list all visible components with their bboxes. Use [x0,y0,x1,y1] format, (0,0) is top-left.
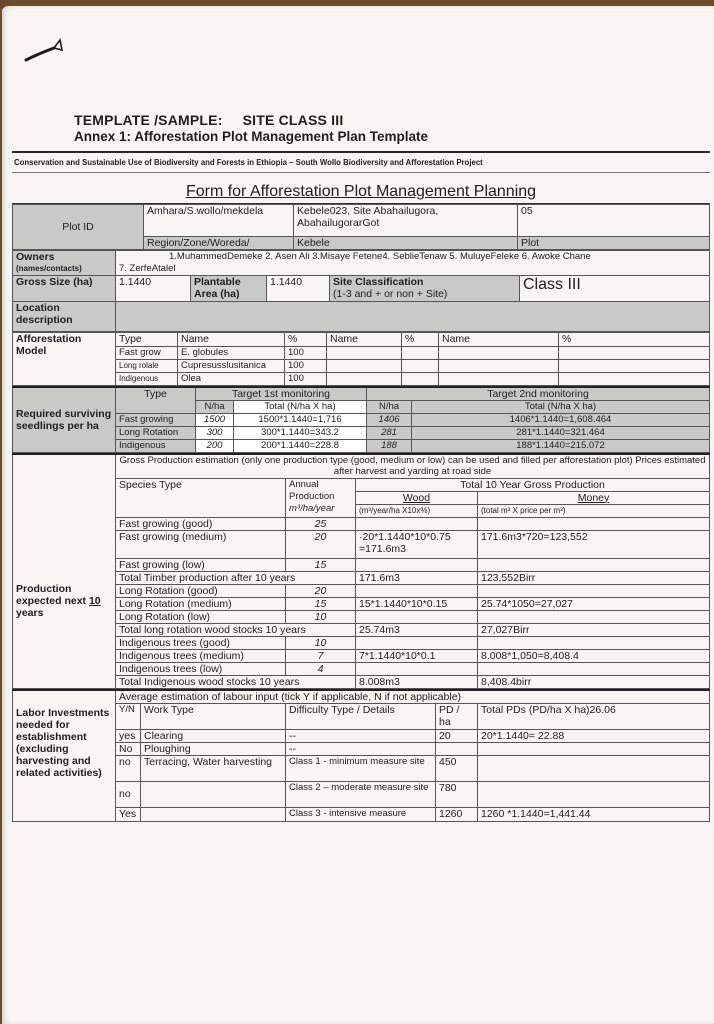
work-type: Ploughing [141,742,286,755]
production-row [13,610,710,623]
owners-line-2: 7. ZerfeAtalel [119,263,176,274]
form-frame [12,151,710,822]
money[interactable] [478,584,710,597]
model-header-name-1: Name [178,333,285,347]
owners-line-1: 1.MuhammedDemeke 2. Asen Ali 3.Misaye Fetene4. SeblieTenaw 5. MuluyeFeleke 6. Awoke Chane [169,251,591,262]
model-name-3[interactable] [439,373,559,386]
model-name-3[interactable] [439,360,559,373]
owners-value[interactable] [116,251,710,276]
region-value[interactable]: Amhara/S.wollo/mekdela [144,205,294,237]
species: Long Rotation (low) [116,610,286,623]
seedlings-row [13,427,710,440]
difficulty-header: Difficulty Type / Details [286,703,436,729]
seedling-n2[interactable]: 281 [367,427,412,440]
total-10yr-header: Total 10 Year Gross Production [356,478,710,491]
production-label [13,454,116,688]
model-pct-3[interactable] [559,347,710,360]
owners-label: Owners [16,251,55,263]
model-type[interactable]: Long rolale [116,360,178,373]
money[interactable] [478,558,710,571]
model-pct[interactable]: 100 [285,360,327,373]
species: Fast growing (medium) [116,530,286,558]
model-name[interactable]: Olea [178,373,285,386]
monitoring-2-header: Target 2nd monitoring [367,387,710,401]
production-note: Gross Production estimation (only one production type (good, medium or low) can be used and filled per afforestation plot) Prices estimated after harvest and yarding at road side [116,454,710,478]
production-label-years-number: 10 [88,595,101,608]
species: Fast growing (low) [116,558,286,571]
yn[interactable]: no [116,755,141,781]
model-header-pct-1: % [285,333,327,347]
total-wood[interactable]: 171.6m3 [356,571,478,584]
wood[interactable] [356,517,478,530]
money[interactable]: 25.74*1050=27,027 [478,597,710,610]
production-row [13,584,710,597]
seedlings-row [13,440,710,453]
model-header-pct-3: % [559,333,710,347]
total-header-2: Total (N/ha X ha) [412,401,710,414]
labor-note: Average estimation of labour input (tick Y if applicable, N if not applicable) [116,690,710,704]
model-name-2[interactable] [327,360,402,373]
owners-label-cell [13,251,116,276]
wood[interactable] [356,610,478,623]
total-pds[interactable] [478,755,710,781]
annual[interactable]: 25 [286,517,356,530]
model-row [13,360,710,373]
model-type[interactable]: Fast grow [116,347,178,360]
annual[interactable]: 20 [286,584,356,597]
seedling-n1[interactable]: 200 [196,440,234,453]
total-wood[interactable]: 25.74m3 [356,623,478,636]
species: Long Rotation (medium) [116,597,286,610]
model-pct-3[interactable] [559,360,710,373]
seedling-type: Fast growing [116,414,196,427]
wood[interactable] [356,636,478,649]
production-total-row [13,623,710,636]
owners-sublabel: (names/contacts) [16,264,82,273]
model-row [13,373,710,386]
money-header: Money [478,491,710,504]
seedling-t1[interactable]: 300*1.1440=343.2 [234,427,367,440]
yn[interactable]: Yes [116,807,141,821]
money[interactable]: 8.008*1,050=8,408.4 [478,649,710,662]
wood-unit: (m³/year/ha X10x%) [356,504,478,517]
kebele-value[interactable]: Kebele023, Site Abahailugora, AbahailugorarGot [294,205,518,237]
labor-row [13,781,710,807]
labor-row [13,729,710,742]
model-type[interactable]: Indigenous [116,373,178,386]
money-unit: (total m³ X price per m³) [478,504,710,517]
difficulty: Class 3 - intensive measure [286,807,436,821]
production-row [13,517,710,530]
total-header-1: Total (N/ha X ha) [234,401,367,414]
difficulty: -- [286,742,436,755]
model-pct-3[interactable] [559,373,710,386]
total-pds[interactable] [478,742,710,755]
species: Indigenous trees (medium) [116,649,286,662]
labor-row [13,807,710,821]
production-label-b: years [16,607,44,620]
work-type-header: Work Type [141,703,286,729]
model-header-name-2: Name [327,333,402,347]
total-money[interactable]: 27,027Birr [478,623,710,636]
region-label: Region/Zone/Woreda/ [144,237,294,250]
annex-title: Annex 1: Afforestation Plot Management Plan Template [74,129,429,144]
production-total-row [13,675,710,688]
annual[interactable]: 4 [286,662,356,675]
total-label: Total long rotation wood stocks 10 years [116,623,356,636]
production-row [13,597,710,610]
total-label: Total Timber production after 10 years [116,571,356,584]
total-money[interactable]: 8,408.4birr [478,675,710,688]
annual-production-unit: m³/ha/year [289,502,335,514]
model-name[interactable]: Cupresusslusitanica [178,360,285,373]
production-total-row [13,571,710,584]
work-type: Clearing [141,729,286,742]
annual-production-label: Annual Production [289,478,335,502]
seedlings-table [12,386,710,453]
difficulty: Class 2 – moderate measure site [286,781,436,807]
seedling-t1[interactable]: 1500*1.1440=1,716 [234,414,367,427]
pd-ha[interactable]: 450 [436,755,478,781]
model-pct[interactable]: 100 [285,373,327,386]
labor-table [12,689,710,822]
seedling-t2[interactable]: 281*1.1440=321.464 [412,427,710,440]
annual[interactable]: 20 [286,530,356,558]
annual[interactable]: 10 [286,610,356,623]
kebele-label: Kebele [294,237,518,250]
document-header [74,112,428,144]
difficulty: Class 1 - minimum measure site [286,755,436,781]
money[interactable] [478,610,710,623]
species-type-header: Species Type [116,478,286,517]
production-row [13,662,710,675]
total-wood[interactable]: 8.008m3 [356,675,478,688]
seedling-type: Long Rotation [116,427,196,440]
species: Fast growing (good) [116,517,286,530]
total-pds[interactable]: 20*1.1440= 22.88 [478,729,710,742]
site-classification-value[interactable]: Class III [520,276,710,302]
seedlings-type-header: Type [116,387,196,414]
annual-production-header [286,478,356,517]
seedlings-label: Required surviving seedlings per ha [13,387,116,453]
wood[interactable] [356,558,478,571]
model-row [13,347,710,360]
work-type: Terracing, Water harvesting [141,755,286,781]
money[interactable]: 171.6m3*720=123,552 [478,530,710,558]
seedling-t2[interactable]: 1406*1.1440=1,608.464 [412,414,710,427]
yn-header: Y/N [116,703,141,729]
annual[interactable]: 15 [286,597,356,610]
difficulty: -- [286,729,436,742]
species: Indigenous trees (good) [116,636,286,649]
pd-ha[interactable]: 20 [436,729,478,742]
production-table [12,453,710,689]
model-header-pct-2: % [402,333,439,347]
annual[interactable]: 7 [286,649,356,662]
annual[interactable]: 10 [286,636,356,649]
total-pds-header: Total PDs (PD/ha X ha)26.06 [478,703,710,729]
seedling-type: Indigenous [116,440,196,453]
labor-row [13,742,710,755]
plantable-area-value[interactable]: 1.1440 [267,276,330,302]
location-value[interactable] [116,302,710,332]
model-pct[interactable]: 100 [285,347,327,360]
annual[interactable]: 15 [286,558,356,571]
model-name-2[interactable] [327,373,402,386]
model-header-type: Type [116,333,178,347]
nha-header-2: N/ha [367,401,412,414]
seedling-n2[interactable]: 1406 [367,414,412,427]
pd-ha[interactable]: 780 [436,781,478,807]
site-classification-label-cell [330,276,520,302]
seedling-t2[interactable]: 188*1.1440=215.072 [412,440,710,453]
money[interactable] [478,662,710,675]
wood[interactable]: 15*1.1440*10*0.15 [356,597,478,610]
wood[interactable]: 7*1.1440*10*0.1 [356,649,478,662]
handwritten-tick-mark [24,36,66,64]
model-name[interactable]: E. globules [178,347,285,360]
plot-label: Plot [518,237,710,250]
model-pct-2[interactable] [402,360,439,373]
plot-value[interactable]: 05 [518,205,710,237]
production-row [13,530,710,558]
seedling-n2[interactable]: 188 [367,440,412,453]
seedlings-row [13,414,710,427]
pd-ha[interactable]: 1260 [436,807,478,821]
project-line: Conservation and Sustainable Use of Biodiversity and Forests in Ethiopia – South Wollo Biodiversity and Afforestation Project [12,153,710,173]
production-label-a: Production expected next [16,583,89,608]
yn[interactable]: yes [116,729,141,742]
total-pds[interactable]: 1260 *1.1440=1,441.44 [478,807,710,821]
total-pds[interactable] [478,781,710,807]
labor-label: Labor Investments needed for establishment (excluding harvesting and related activities) [13,690,116,822]
total-money[interactable]: 123,552Birr [478,571,710,584]
wood-header: Wood [356,491,478,504]
afforestation-model-label: Afforestation Model [13,333,116,386]
location-label: Location description [13,302,116,332]
afforestation-model-table [12,332,710,386]
template-label: TEMPLATE /SAMPLE: [74,112,223,128]
wood[interactable]: ·20*1.1440*10*0.75 =171.6m3 [356,530,478,558]
model-pct-2[interactable] [402,347,439,360]
work-type [141,807,286,821]
plantable-area-label: Plantable Area (ha) [191,276,267,302]
gross-size-value[interactable]: 1.1440 [116,276,191,302]
production-row [13,636,710,649]
money[interactable] [478,636,710,649]
document-page [2,6,714,1024]
labor-row [13,755,710,781]
wood[interactable] [356,662,478,675]
species: Indigenous trees (low) [116,662,286,675]
model-name-2[interactable] [327,347,402,360]
seedling-t1[interactable]: 200*1.1440=228.8 [234,440,367,453]
owners-table [12,250,710,332]
plot-id-table [12,204,710,250]
seedling-n1[interactable]: 300 [196,427,234,440]
form-title: Form for Afforestation Plot Management Planning [12,173,710,204]
seedling-n1[interactable]: 1500 [196,414,234,427]
money[interactable] [478,517,710,530]
plot-id-label: Plot ID [13,205,144,250]
nha-header-1: N/ha [196,401,234,414]
production-row [13,649,710,662]
species: Long Rotation (good) [116,584,286,597]
total-label: Total Indigenous wood stocks 10 years [116,675,356,688]
pd-ha-header: PD / ha [436,703,478,729]
monitoring-1-header: Target 1st monitoring [196,387,367,401]
work-type [141,781,286,807]
wood[interactable] [356,584,478,597]
model-header-name-3: Name [439,333,559,347]
gross-size-label: Gross Size (ha) [13,276,116,302]
pd-ha[interactable] [436,742,478,755]
yn[interactable]: no [116,781,141,807]
yn[interactable]: No [116,742,141,755]
production-row [13,558,710,571]
model-name-3[interactable] [439,347,559,360]
model-pct-2[interactable] [402,373,439,386]
site-classification-label: Site Classification [333,276,424,288]
site-class-label: SITE CLASS III [242,112,344,128]
site-classification-sublabel: (1-3 and + or non + Site) [333,288,448,300]
